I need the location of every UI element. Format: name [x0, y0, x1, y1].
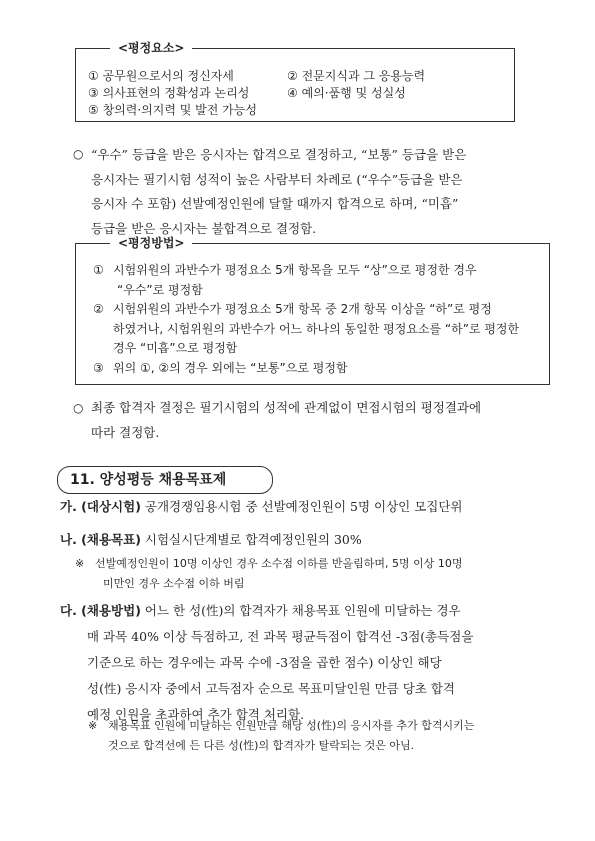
grade-paragraph [91, 143, 541, 241]
item-line: 매 과목 40% 이상 득점하고, 전 과목 평균득점이 합격선 -3점(총득점을 [87, 629, 474, 644]
paragraph-line: 따라 결정함. [91, 424, 160, 440]
method-number: ③ [93, 361, 104, 375]
criteria-item: ④ 예의·품행 및 성실성 [287, 86, 406, 100]
item-label: 다. (채용방법) [60, 603, 141, 618]
item-text: 공개경쟁임용시험 중 선발예정인원이 5명 이상인 모집단위 [144, 499, 463, 514]
method-box-title: <평정방법> [110, 236, 192, 250]
paragraph-line: 등급을 받은 응시자는 불합격으로 결정함. [91, 220, 317, 236]
criteria-box-title: <평정요소> [110, 41, 192, 55]
item-text: 어느 한 성(性)의 합격자가 채용목표 인원에 미달하는 경우 [144, 603, 461, 618]
note-mark: ※ [75, 557, 85, 570]
method-line: “우수”로 평정함 [117, 282, 203, 297]
item-hiring-method [60, 598, 550, 728]
method-item [93, 300, 543, 360]
method-line: 시험위원의 과반수가 평정요소 5개 항목을 모두 “상”으로 평정한 경우 [113, 263, 477, 277]
note-line: 채용목표 인원에 미달하는 인원만큼 해당 성(性)의 응시자를 추가 합격시키는 [108, 719, 475, 732]
method-number: ① [93, 263, 104, 277]
method-item [93, 261, 543, 301]
criteria-item: ③ 의사표현의 정확성과 논리성 [88, 86, 250, 100]
item-text: 시험실시단계별로 합격예정인원의 30% [144, 532, 362, 547]
item-target-exam [60, 494, 550, 520]
criteria-item: ① 공무원으로서의 정신자세 [88, 69, 234, 83]
note-line: 선발예정인원이 10명 이상인 경우 소수점 이하를 반올림하며, 5명 이상 10명 [95, 557, 463, 570]
item-line: 예정 인원을 초과하여 추가 합격 처리함. [87, 707, 305, 722]
paragraph-bullet: ○ [73, 401, 84, 415]
paragraph-line: 응시자는 필기시험 성적이 높은 사람부터 차례로 (“우수”등급을 받은 [91, 171, 463, 187]
note-mark: ※ [88, 719, 98, 732]
criteria-item: ② 전문지식과 그 응용능력 [287, 69, 426, 83]
paragraph-line: 최종 합격자 결정은 필기시험의 성적에 관계없이 면접시험의 평정결과에 [91, 400, 482, 415]
method-line: 시험위원의 과반수가 평정요소 5개 항목 중 2개 항목 이상을 “하”로 평정 [113, 302, 492, 316]
item-hiring-target [60, 527, 550, 553]
section-heading-text: 11. 양성평등 채용목표제 [70, 472, 227, 488]
paragraph-bullet: ○ [73, 147, 84, 161]
target-note [75, 554, 545, 594]
method-line: 위의 ①, ②의 경우 외에는 “보통”으로 평정함 [113, 361, 348, 375]
section-heading [57, 466, 273, 494]
item-line: 성(性) 응시자 중에서 고득점자 순으로 목표미달인원 만큼 당초 합격 [87, 681, 455, 696]
item-line [60, 598, 550, 624]
method-note [88, 716, 548, 756]
criteria-item: ⑤ 창의력·의지력 및 발전 가능성 [88, 103, 257, 117]
final-paragraph [91, 396, 551, 445]
method-item [93, 359, 543, 379]
method-number: ② [93, 302, 104, 316]
item-line: 기준으로 하는 경우에는 과목 수에 -3점을 곱한 점수) 이상인 해당 [87, 655, 442, 670]
method-line: 하였거나, 시험위원의 과반수가 어느 하나의 동일한 평정요소를 “하”로 평정한 [113, 321, 520, 336]
item-label: 나. (채용목표) [60, 532, 141, 547]
note-line: 것으로 합격선에 든 다른 성(性)의 합격자가 탈락되는 것은 아님. [108, 738, 415, 752]
item-label: 가. (대상시험) [60, 499, 141, 514]
paragraph-line: “우수” 등급을 받은 응시자는 합격으로 결정하고, “보통” 등급을 받은 [91, 147, 467, 162]
method-line: 경우 “미흡”으로 평정함 [113, 341, 238, 355]
paragraph-line: 응시자 수 포함) 선발예정인원에 달할 때까지 합격으로 하며, “미흡” [91, 196, 459, 211]
note-line: 미만인 경우 소수점 이하 버림 [103, 576, 245, 590]
